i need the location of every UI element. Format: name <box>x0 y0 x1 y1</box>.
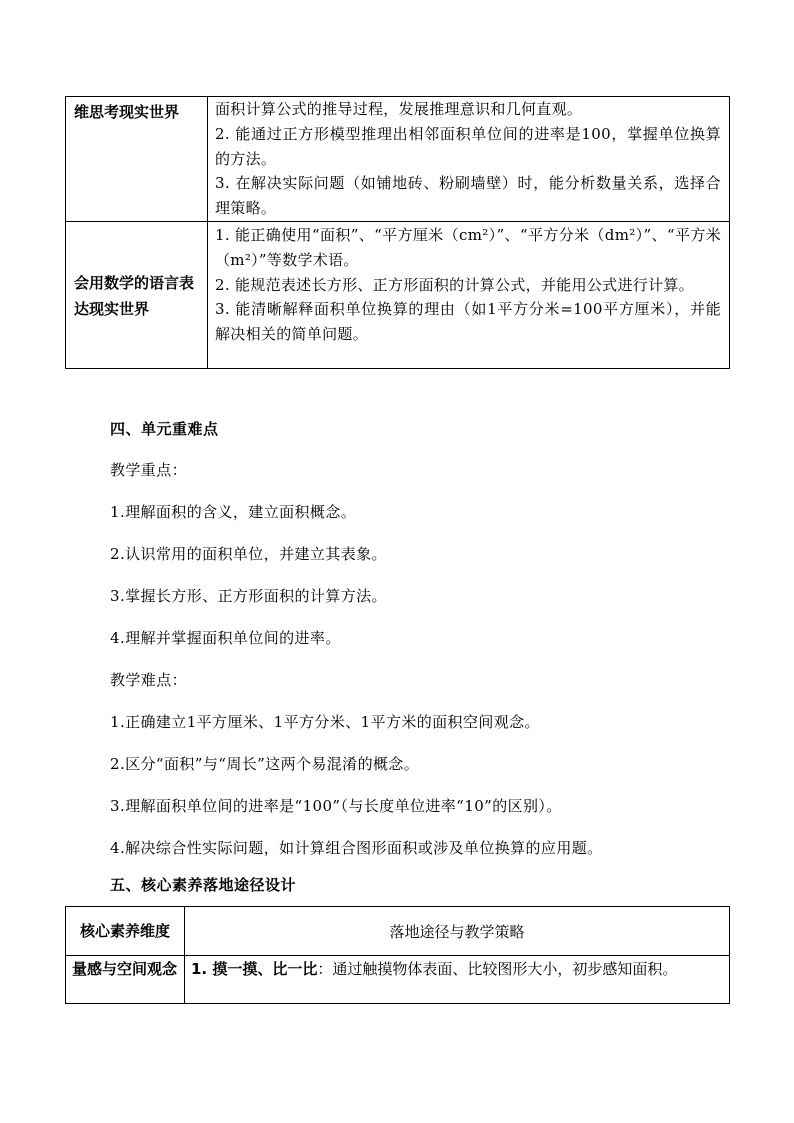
difficult-point-item: 1.正确建立1平方厘米、1平方分米、1平方米的面积空间观念。 <box>110 713 540 731</box>
dimension-label: 维思考现实世界 <box>66 97 208 222</box>
section-heading: 五、核心素养落地途径设计 <box>110 876 297 894</box>
key-point-item: 2.认识常用的面积单位，并建立其表象。 <box>110 545 387 563</box>
goal-line: 面积计算公式的推导过程，发展推理意识和几何直观。 <box>215 100 583 118</box>
column-header-strategy: 落地途径与教学策略 <box>185 907 730 956</box>
goal-line: 1. 能正确使用“面积”、“平方厘米（cm²）”、“平方分米（dm²）”、“平方米（m²）”等数学术语。 <box>215 225 721 269</box>
key-point-item: 1.理解面积的含义，建立面积概念。 <box>110 503 357 521</box>
goal-line: 3. 在解决实际问题（如铺地砖、粉刷墙壁）时，能分析数量关系，选择合理策略。 <box>215 174 721 218</box>
dimension-label: 会用数学的语言表达现实世界 <box>66 221 208 368</box>
core-literacy-pathways-table <box>65 906 730 1004</box>
difficult-point-item: 3.理解面积单位间的进率是“100”（与长度单位进率“10”的区别）。 <box>110 797 562 815</box>
difficult-point-item: 4.解决综合性实际问题，如计算组合图形面积或涉及单位换算的应用题。 <box>110 839 603 857</box>
table-row <box>66 97 730 222</box>
strategy-lead: 1. 摸一摸、比一比 <box>191 960 318 978</box>
key-point-item: 4.理解并掌握面积单位间的进率。 <box>110 629 341 647</box>
goal-content <box>208 97 730 222</box>
section-heading: 四、单元重难点 <box>110 420 219 438</box>
key-point-item: 3.掌握长方形、正方形面积的计算方法。 <box>110 587 387 605</box>
table-row <box>66 221 730 368</box>
table-row <box>66 956 730 1004</box>
key-points-title: 教学重点： <box>110 461 188 479</box>
goal-content <box>208 221 730 368</box>
strategy-text: ：通过触摸物体表面、比较图形大小，初步感知面积。 <box>317 960 678 978</box>
goal-line: 2. 能规范表述长方形、正方形面积的计算公式，并能用公式进行计算。 <box>215 275 694 294</box>
goal-line: 2. 能通过正方形模型推理出相邻面积单位间的进率是100，掌握单位换算的方法。 <box>215 124 721 168</box>
difficult-points-title: 教学难点： <box>110 671 188 689</box>
dimension-label: 量感与空间观念 <box>66 956 185 1004</box>
column-header-dimension: 核心素养维度 <box>66 907 185 956</box>
table-header-row <box>66 907 730 956</box>
core-literacy-goals-table <box>65 96 730 369</box>
goal-line: 3. 能清晰解释面积单位换算的理由（如1平方分米=100平方厘米），并能解决相关的简单问题。 <box>215 300 721 344</box>
strategy-content <box>185 956 730 1004</box>
difficult-point-item: 2.区分“面积”与“周长”这两个易混淆的概念。 <box>110 755 420 773</box>
